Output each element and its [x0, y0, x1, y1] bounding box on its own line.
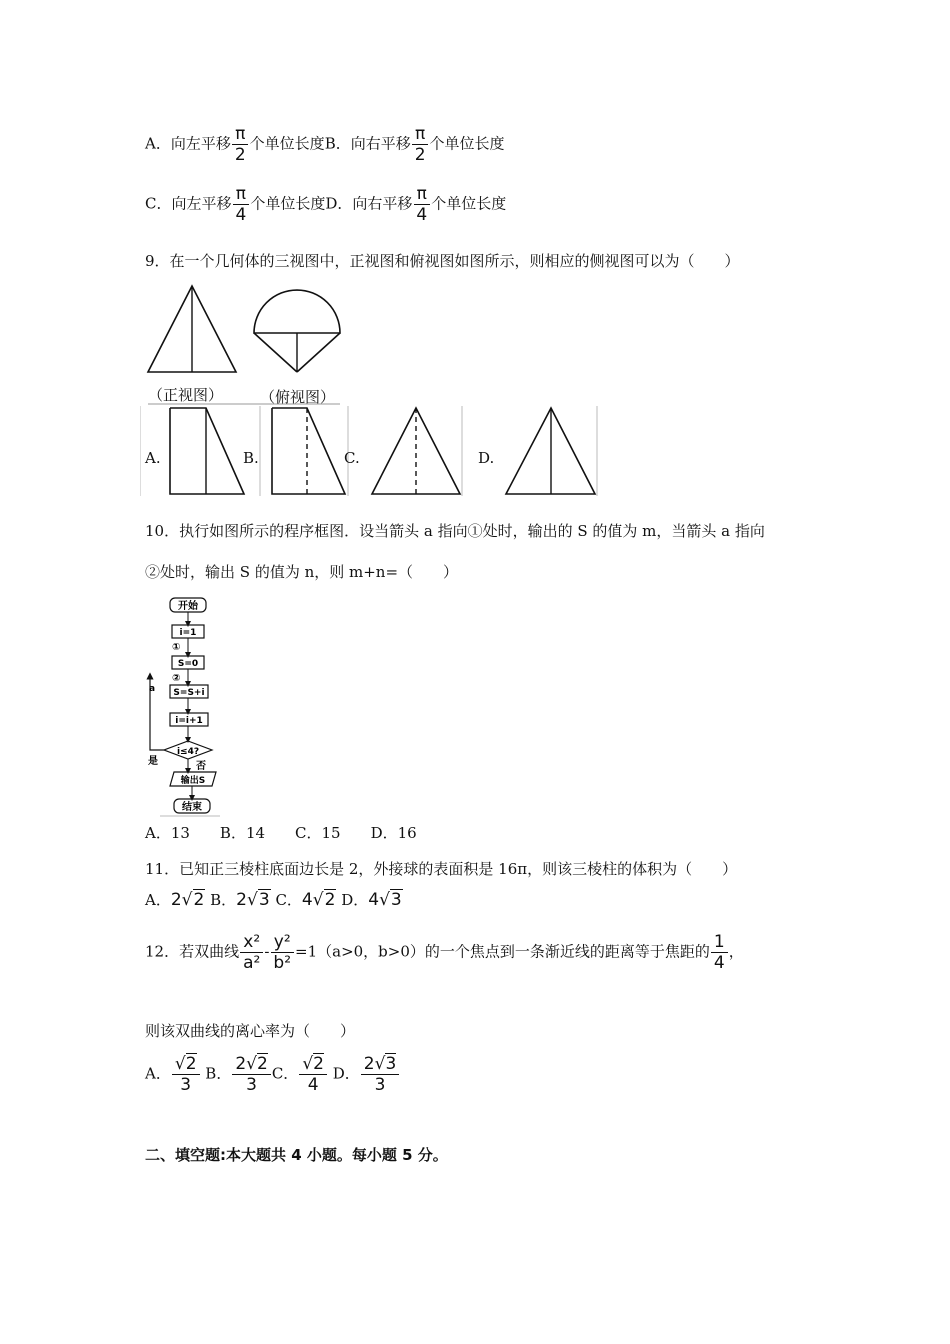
- flow-init-i-text: i=1: [179, 628, 197, 638]
- q9-stem: 9．在一个几何体的三视图中，正视图和俯视图如图所示，则相应的侧视图可以为（ ）: [145, 252, 740, 270]
- q8-option-a-fraction: $\frac{\pi}{2}$: [232, 124, 249, 165]
- q8-row-ab: A．向左平移 $\frac{\pi}{2}$ 个单位长度B．向右平移 $\frac{\pi}{2}$ 个单位长度: [145, 124, 505, 165]
- q12-option-c-value: $\frac{√2}{4}$: [299, 1054, 327, 1095]
- q8-option-a-prefix: A．向左平移: [145, 134, 231, 153]
- q12-option-d-value: $\frac{2√3}{3}$: [361, 1054, 400, 1095]
- flow-init-s-text: S=0: [177, 659, 199, 669]
- q9-top-view-caption: （俯视图）: [260, 388, 336, 406]
- q11-stem: 11．已知正三棱柱底面边长是 2，外接球的表面积是 16π，则该三棱柱的体积为（ ）: [145, 860, 738, 878]
- q12-option-b-value: $\frac{2√2}{3}$: [232, 1054, 271, 1095]
- flow-cond-text: i≤4?: [176, 747, 200, 757]
- flow-mark-1: ①: [172, 642, 181, 653]
- q12-stem: 12．若双曲线 $\frac{\text{x²}}{\text{a²}}$ - $\frac{\text{y²}}{\text{b²}}$ =1（a>0，b>0）的一个焦点到一条渐近线的距离等于焦距的 $\frac{1}{4}$ ，: [145, 932, 744, 973]
- flow-start-text: 开始: [178, 601, 198, 612]
- q11-option-c-value: 4√2: [301, 890, 336, 910]
- q12-stem-line2: 则该双曲线的离心率为（ ）: [145, 1022, 356, 1040]
- flow-end-text: 结束: [182, 802, 202, 813]
- q9-option-b-label: B.: [243, 449, 259, 467]
- q12-options: A． $\frac{√2}{3}$ B． $\frac{2√2}{3}$ C． $\frac{√2}{4}$ D． $\frac{2√3}{3}$: [145, 1054, 400, 1095]
- flow-inc-text: i=i+1: [175, 716, 203, 726]
- q10-options: A．13 B．14 C．15 D．16: [145, 824, 417, 842]
- flow-sum-text: S=S+i: [173, 688, 205, 698]
- q12-fraction-y2-b2: $\frac{\text{y²}}{\text{b²}}$: [270, 932, 294, 973]
- q8-option-b-fraction: $\frac{\pi}{2}$: [412, 124, 429, 165]
- q12-option-a-value: $\frac{√2}{3}$: [172, 1054, 200, 1095]
- q10-stem-line1: 10．执行如图所示的程序框图．设当箭头 a 指向①处时，输出的 S 的值为 m，当箭头 a 指向: [145, 522, 765, 540]
- q8-option-b-prefix: B．向右平移: [324, 134, 411, 153]
- q9-front-view-caption: （正视图）: [148, 386, 224, 404]
- q9-option-d-label: D.: [478, 449, 495, 467]
- q8-row-cd: C．向左平移 $\frac{\pi}{4}$ 个单位长度D．向右平移 $\frac{\pi}{4}$ 个单位长度: [145, 184, 507, 225]
- q8-option-c-fraction: $\frac{\pi}{4}$: [232, 184, 249, 225]
- q8-option-c-prefix: C．向左平移: [145, 194, 232, 213]
- q8-option-d-fraction: $\frac{\pi}{4}$: [413, 184, 430, 225]
- flow-output-text: 输出S: [180, 776, 206, 786]
- q12-fraction-one-quarter: $\frac{1}{4}$: [711, 932, 728, 973]
- q11-options: A．2√2 B．2√3 C．4√2 D．4√3: [145, 890, 402, 910]
- q11-option-a-value: 2√2: [170, 890, 205, 910]
- flow-arrow-a-label: a: [149, 684, 156, 694]
- q10-flowchart: [140, 594, 230, 820]
- q11-option-b-value: 2√3: [236, 890, 270, 910]
- section-2-heading: 二、填空题:本大题共 4 小题。每小题 5 分。: [145, 1146, 448, 1164]
- q12-fraction-x2-a2: $\frac{\text{x²}}{\text{a²}}$: [240, 932, 263, 973]
- flow-no-label: 否: [196, 761, 206, 772]
- q11-option-d-value: 4√3: [368, 890, 402, 910]
- q9-option-a-label: A.: [145, 449, 161, 467]
- q8-option-d-prefix: D．向右平移: [325, 194, 413, 213]
- q9-option-figures: [140, 404, 610, 499]
- q9-option-c-label: C.: [344, 449, 360, 467]
- flow-yes-label: 是: [148, 756, 158, 767]
- flow-mark-2: ②: [172, 673, 181, 684]
- q10-stem-line2: ②处时，输出 S 的值为 n，则 m+n=（ ）: [145, 563, 459, 581]
